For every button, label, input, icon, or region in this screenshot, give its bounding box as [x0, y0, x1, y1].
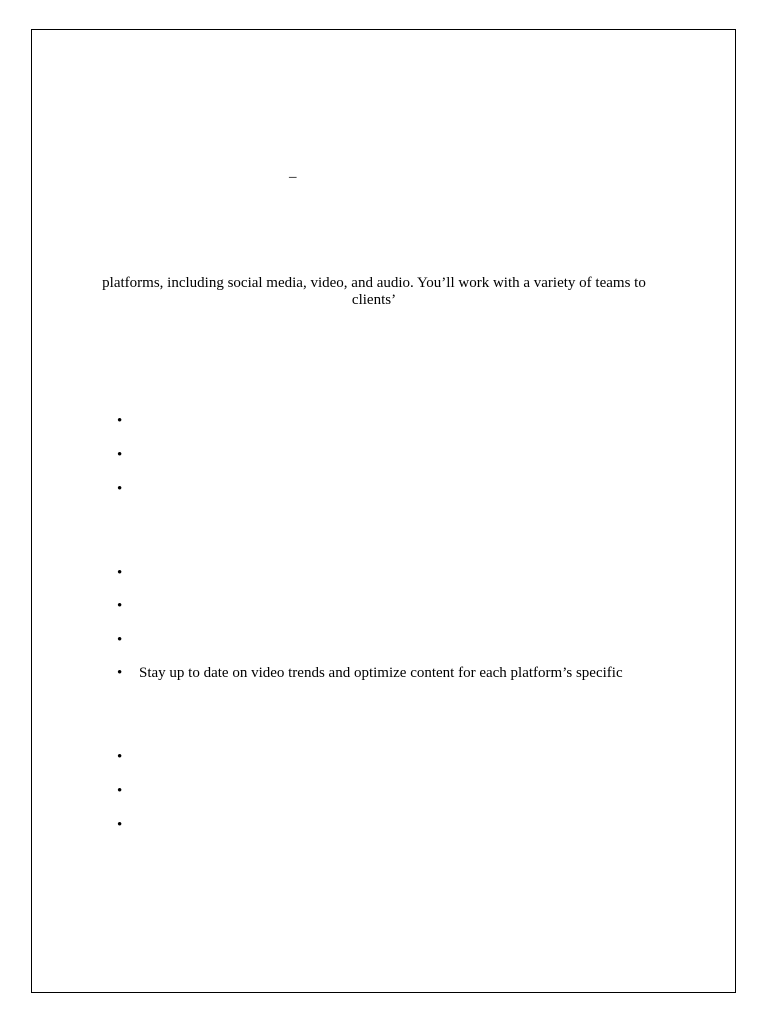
bullet-marker: •	[117, 413, 123, 429]
bullet-marker: •	[117, 817, 123, 833]
bullet-marker: •	[117, 749, 123, 765]
bullet-marker: •	[117, 632, 123, 648]
bullet-marker: •	[117, 481, 123, 497]
list-item	[117, 816, 139, 834]
bullet-marker: •	[117, 447, 123, 463]
title-dash: –	[289, 169, 297, 185]
intro-paragraph	[80, 275, 668, 309]
list-item	[117, 782, 139, 800]
intro-line: platforms, including social media, video, and audio. You’ll work with a variety of teams to	[102, 275, 646, 291]
page-frame	[31, 29, 736, 993]
list-item	[117, 412, 139, 430]
list-item	[117, 480, 139, 498]
list-item	[117, 597, 139, 615]
bullet-marker: •	[117, 598, 123, 614]
list-item	[117, 564, 139, 582]
bullet-marker: •	[117, 665, 123, 681]
list-item	[117, 446, 139, 464]
list-item	[117, 631, 139, 649]
intro-line: clients’	[351, 292, 397, 308]
bullet-marker: •	[117, 783, 123, 799]
list-item-text: Stay up to date on video trends and optimize content for each platform’s specific	[139, 665, 623, 681]
list-item	[117, 664, 623, 682]
bullet-marker: •	[117, 565, 123, 581]
list-item	[117, 748, 139, 766]
